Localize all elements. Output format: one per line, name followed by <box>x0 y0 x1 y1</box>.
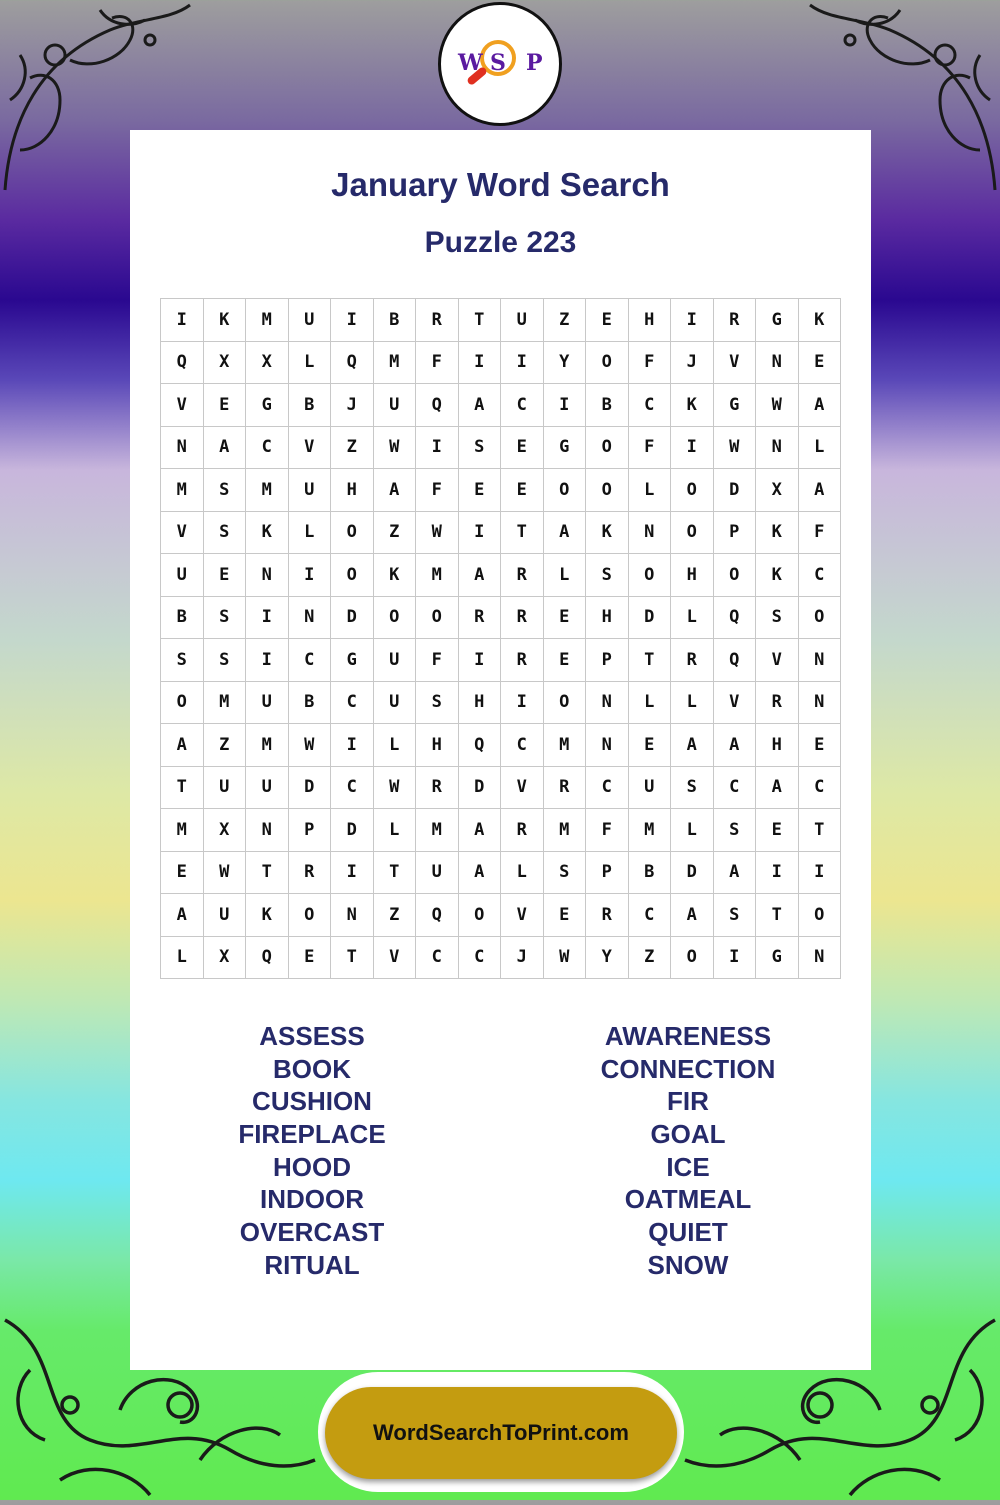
grid-cell: D <box>671 852 714 895</box>
grid-cell: B <box>289 384 332 427</box>
grid-cell: C <box>246 427 289 470</box>
grid-cell: R <box>501 639 544 682</box>
grid-cell: V <box>289 427 332 470</box>
grid-cell: V <box>501 894 544 937</box>
grid-cell: U <box>204 894 247 937</box>
grid-cell: I <box>246 597 289 640</box>
grid-cell: C <box>799 767 842 810</box>
grid-cell: N <box>246 554 289 597</box>
grid-cell: I <box>459 639 502 682</box>
grid-cell: E <box>544 894 587 937</box>
grid-cell: W <box>416 512 459 555</box>
word-item: AWARENESS <box>604 1021 772 1051</box>
grid-cell: U <box>374 682 417 725</box>
word-item: HOOD <box>273 1151 351 1182</box>
site-link-button[interactable] <box>325 1387 677 1479</box>
grid-cell: I <box>161 299 204 342</box>
word-item: ASSESS <box>259 1021 365 1051</box>
grid-cell: V <box>161 384 204 427</box>
grid-cell: S <box>204 469 247 512</box>
grid-cell: E <box>501 427 544 470</box>
grid-cell: C <box>331 767 374 810</box>
grid-cell: K <box>586 512 629 555</box>
grid-cell: D <box>459 767 502 810</box>
grid-cell: A <box>799 469 842 512</box>
grid-cell: I <box>544 384 587 427</box>
grid-cell: M <box>544 724 587 767</box>
grid-cell: I <box>289 554 332 597</box>
grid-cell: L <box>374 809 417 852</box>
grid-cell: S <box>204 639 247 682</box>
grid-cell: V <box>374 937 417 980</box>
grid-cell: R <box>756 682 799 725</box>
grid-cell: S <box>416 682 459 725</box>
grid-cell: L <box>671 597 714 640</box>
grid-cell: M <box>416 809 459 852</box>
grid-cell: P <box>289 809 332 852</box>
grid-cell: O <box>586 427 629 470</box>
grid-cell: E <box>501 469 544 512</box>
grid-cell: H <box>459 682 502 725</box>
grid-cell: S <box>756 597 799 640</box>
grid-cell: E <box>544 639 587 682</box>
grid-cell: A <box>161 724 204 767</box>
word-item: INDOOR <box>260 1184 364 1215</box>
grid-cell: U <box>289 469 332 512</box>
grid-cell: D <box>714 469 757 512</box>
grid-cell: I <box>756 852 799 895</box>
grid-cell: I <box>501 682 544 725</box>
grid-cell: N <box>756 427 799 470</box>
word-list-left <box>162 1020 462 1282</box>
grid-cell: H <box>416 724 459 767</box>
grid-cell: R <box>459 597 502 640</box>
grid-cell: O <box>289 894 332 937</box>
grid-cell: I <box>459 512 502 555</box>
grid-cell: C <box>501 724 544 767</box>
grid-cell: A <box>374 469 417 512</box>
grid-cell: A <box>204 427 247 470</box>
grid-cell: U <box>629 767 672 810</box>
grid-cell: E <box>629 724 672 767</box>
grid-cell: S <box>714 809 757 852</box>
grid-cell: C <box>416 937 459 980</box>
grid-cell: M <box>374 342 417 385</box>
grid-cell: O <box>544 469 587 512</box>
grid-cell: G <box>714 384 757 427</box>
grid-cell: I <box>501 342 544 385</box>
grid-cell: A <box>459 554 502 597</box>
grid-cell: I <box>416 427 459 470</box>
grid-cell: E <box>799 724 842 767</box>
grid-cell: A <box>714 724 757 767</box>
grid-cell: V <box>714 682 757 725</box>
grid-cell: U <box>161 554 204 597</box>
grid-cell: W <box>374 767 417 810</box>
grid-cell: S <box>586 554 629 597</box>
grid-cell: U <box>246 767 289 810</box>
grid-cell: O <box>671 512 714 555</box>
grid-cell: Z <box>331 427 374 470</box>
grid-cell: O <box>331 512 374 555</box>
grid-cell: J <box>671 342 714 385</box>
grid-cell: Z <box>544 299 587 342</box>
page-title: January Word Search <box>331 166 670 203</box>
grid-cell: I <box>799 852 842 895</box>
grid-cell: D <box>629 597 672 640</box>
grid-cell: L <box>289 512 332 555</box>
grid-cell: K <box>246 512 289 555</box>
grid-cell: I <box>331 299 374 342</box>
grid-cell: O <box>586 342 629 385</box>
grid-cell: L <box>374 724 417 767</box>
grid-cell: W <box>756 384 799 427</box>
grid-cell: R <box>416 299 459 342</box>
grid-cell: Z <box>374 894 417 937</box>
grid-cell: D <box>289 767 332 810</box>
grid-cell: G <box>246 384 289 427</box>
grid-cell: C <box>714 767 757 810</box>
word-item: QUIET <box>648 1217 728 1248</box>
grid-cell: A <box>544 512 587 555</box>
grid-cell: O <box>799 597 842 640</box>
grid-cell: X <box>204 937 247 980</box>
grid-cell: S <box>544 852 587 895</box>
site-name: WordSearchToPrint.com <box>373 1420 629 1445</box>
grid-cell: A <box>671 724 714 767</box>
grid-cell: K <box>756 512 799 555</box>
grid-cell: T <box>374 852 417 895</box>
grid-cell: Q <box>714 639 757 682</box>
grid-cell: K <box>671 384 714 427</box>
grid-cell: M <box>416 554 459 597</box>
grid-cell: E <box>459 469 502 512</box>
grid-cell: K <box>374 554 417 597</box>
grid-cell: S <box>459 427 502 470</box>
grid-cell: I <box>331 852 374 895</box>
grid-cell: I <box>459 342 502 385</box>
grid-cell: K <box>799 299 842 342</box>
grid-cell: U <box>416 852 459 895</box>
logo-letter: W <box>458 50 483 76</box>
grid-cell: E <box>544 597 587 640</box>
grid-cell: H <box>629 299 672 342</box>
grid-cell: K <box>246 894 289 937</box>
grid-cell: L <box>544 554 587 597</box>
grid-cell: K <box>204 299 247 342</box>
grid-cell: D <box>331 597 374 640</box>
grid-cell: Q <box>416 894 459 937</box>
grid-cell: L <box>629 469 672 512</box>
grid-cell: M <box>246 724 289 767</box>
grid-cell: N <box>586 682 629 725</box>
word-item: RITUAL <box>264 1249 360 1280</box>
grid-cell: C <box>799 554 842 597</box>
grid-cell: C <box>629 384 672 427</box>
grid-cell: M <box>246 299 289 342</box>
grid-cell: W <box>204 852 247 895</box>
grid-cell: X <box>756 469 799 512</box>
grid-cell: F <box>586 809 629 852</box>
grid-cell: F <box>629 427 672 470</box>
grid-cell: N <box>331 894 374 937</box>
grid-cell: J <box>501 937 544 980</box>
grid-cell: T <box>629 639 672 682</box>
grid-cell: S <box>161 639 204 682</box>
grid-cell: N <box>246 809 289 852</box>
grid-cell: U <box>204 767 247 810</box>
grid-cell: W <box>374 427 417 470</box>
grid-cell: I <box>331 724 374 767</box>
grid-cell: Z <box>629 937 672 980</box>
grid-cell: A <box>161 894 204 937</box>
grid-cell: A <box>459 809 502 852</box>
grid-cell: U <box>374 639 417 682</box>
grid-cell: B <box>374 299 417 342</box>
grid-cell: L <box>161 937 204 980</box>
grid-cell: R <box>714 299 757 342</box>
grid-cell: O <box>799 894 842 937</box>
logo-letter: S <box>490 50 506 76</box>
word-item: FIR <box>667 1086 709 1117</box>
grid-cell: D <box>331 809 374 852</box>
grid-cell: P <box>586 639 629 682</box>
grid-cell: M <box>161 469 204 512</box>
grid-cell: N <box>799 639 842 682</box>
grid-cell: Q <box>246 937 289 980</box>
grid-cell: E <box>161 852 204 895</box>
grid-cell: A <box>459 852 502 895</box>
grid-cell: O <box>671 469 714 512</box>
word-item: ICE <box>666 1151 710 1182</box>
grid-cell: M <box>246 469 289 512</box>
grid-cell: Q <box>331 342 374 385</box>
grid-cell: N <box>289 597 332 640</box>
grid-cell: E <box>204 384 247 427</box>
grid-cell: C <box>459 937 502 980</box>
grid-cell: P <box>586 852 629 895</box>
grid-cell: O <box>331 554 374 597</box>
grid-cell: F <box>416 639 459 682</box>
grid-cell: Q <box>161 342 204 385</box>
grid-cell: T <box>459 299 502 342</box>
grid-cell: G <box>331 639 374 682</box>
grid-cell: C <box>586 767 629 810</box>
grid-cell: M <box>161 809 204 852</box>
grid-cell: N <box>161 427 204 470</box>
letter-grid <box>160 298 841 979</box>
grid-cell: Z <box>374 512 417 555</box>
grid-cell: F <box>416 469 459 512</box>
grid-cell: I <box>246 639 289 682</box>
grid-cell: I <box>671 427 714 470</box>
grid-cell: H <box>671 554 714 597</box>
grid-cell: R <box>416 767 459 810</box>
grid-cell: E <box>756 809 799 852</box>
grid-cell: H <box>586 597 629 640</box>
grid-cell: L <box>289 342 332 385</box>
grid-cell: T <box>246 852 289 895</box>
logo-letter: P <box>526 50 543 76</box>
grid-cell: O <box>629 554 672 597</box>
grid-cell: Y <box>544 342 587 385</box>
grid-cell: Y <box>586 937 629 980</box>
word-item: OVERCAST <box>239 1217 385 1248</box>
grid-cell: M <box>629 809 672 852</box>
grid-cell: I <box>714 937 757 980</box>
grid-cell: M <box>204 682 247 725</box>
grid-cell: V <box>161 512 204 555</box>
grid-cell: H <box>331 469 374 512</box>
grid-cell: A <box>714 852 757 895</box>
word-list-right <box>538 1020 838 1282</box>
grid-cell: E <box>586 299 629 342</box>
grid-cell: A <box>799 384 842 427</box>
grid-cell: X <box>204 342 247 385</box>
grid-cell: R <box>671 639 714 682</box>
grid-cell: L <box>799 427 842 470</box>
grid-cell: S <box>204 597 247 640</box>
grid-cell: O <box>459 894 502 937</box>
grid-cell: B <box>161 597 204 640</box>
grid-cell: V <box>714 342 757 385</box>
grid-cell: T <box>331 937 374 980</box>
grid-cell: B <box>586 384 629 427</box>
grid-cell: E <box>799 342 842 385</box>
grid-cell: S <box>204 512 247 555</box>
grid-cell: R <box>501 554 544 597</box>
grid-cell: Q <box>416 384 459 427</box>
grid-cell: U <box>374 384 417 427</box>
grid-cell: N <box>629 512 672 555</box>
grid-cell: L <box>629 682 672 725</box>
grid-cell: T <box>161 767 204 810</box>
grid-cell: Q <box>459 724 502 767</box>
grid-cell: W <box>544 937 587 980</box>
grid-cell: O <box>714 554 757 597</box>
grid-cell: Q <box>714 597 757 640</box>
grid-cell: O <box>374 597 417 640</box>
grid-cell: G <box>756 937 799 980</box>
grid-cell: X <box>204 809 247 852</box>
grid-cell: R <box>586 894 629 937</box>
grid-cell: C <box>501 384 544 427</box>
word-item: FIREPLACE <box>238 1119 386 1150</box>
grid-cell: T <box>501 512 544 555</box>
grid-cell: Z <box>204 724 247 767</box>
grid-cell: S <box>671 767 714 810</box>
grid-cell: O <box>416 597 459 640</box>
grid-cell: U <box>501 299 544 342</box>
grid-cell: K <box>756 554 799 597</box>
grid-cell: S <box>714 894 757 937</box>
grid-cell: F <box>799 512 842 555</box>
grid-cell: R <box>501 809 544 852</box>
grid-cell: U <box>289 299 332 342</box>
grid-cell: C <box>331 682 374 725</box>
grid-cell: L <box>671 809 714 852</box>
grid-cell: E <box>204 554 247 597</box>
grid-cell: R <box>501 597 544 640</box>
grid-cell: C <box>289 639 332 682</box>
grid-cell: B <box>289 682 332 725</box>
grid-cell: W <box>714 427 757 470</box>
word-item: SNOW <box>647 1249 729 1280</box>
grid-cell: T <box>799 809 842 852</box>
grid-cell: L <box>501 852 544 895</box>
grid-cell: C <box>629 894 672 937</box>
grid-cell: G <box>544 427 587 470</box>
grid-cell: O <box>544 682 587 725</box>
grid-cell: G <box>756 299 799 342</box>
grid-cell: U <box>246 682 289 725</box>
grid-cell: E <box>289 937 332 980</box>
grid-cell: N <box>799 937 842 980</box>
grid-cell: B <box>629 852 672 895</box>
word-item: GOAL <box>650 1119 726 1150</box>
grid-cell: O <box>671 937 714 980</box>
grid-cell: A <box>756 767 799 810</box>
grid-cell: F <box>416 342 459 385</box>
grid-cell: N <box>799 682 842 725</box>
grid-cell: O <box>586 469 629 512</box>
grid-cell: A <box>671 894 714 937</box>
grid-cell: A <box>459 384 502 427</box>
word-item: OATMEAL <box>624 1184 752 1215</box>
grid-cell: R <box>289 852 332 895</box>
grid-cell: W <box>289 724 332 767</box>
word-item: BOOK <box>273 1053 351 1084</box>
puzzle-number: Puzzle 223 <box>424 226 577 259</box>
grid-cell: L <box>671 682 714 725</box>
grid-cell: P <box>714 512 757 555</box>
grid-cell: J <box>331 384 374 427</box>
grid-cell: R <box>544 767 587 810</box>
grid-cell: M <box>544 809 587 852</box>
grid-cell: T <box>756 894 799 937</box>
grid-cell: N <box>586 724 629 767</box>
grid-cell: X <box>246 342 289 385</box>
word-item: CUSHION <box>252 1086 372 1117</box>
grid-cell: O <box>161 682 204 725</box>
grid-cell: V <box>501 767 544 810</box>
grid-cell: I <box>671 299 714 342</box>
grid-cell: V <box>756 639 799 682</box>
grid-cell: N <box>756 342 799 385</box>
puzzle-card <box>130 130 871 1370</box>
grid-cell: H <box>756 724 799 767</box>
word-item: CONNECTION <box>600 1053 776 1084</box>
grid-cell: F <box>629 342 672 385</box>
site-logo[interactable] <box>438 2 562 126</box>
